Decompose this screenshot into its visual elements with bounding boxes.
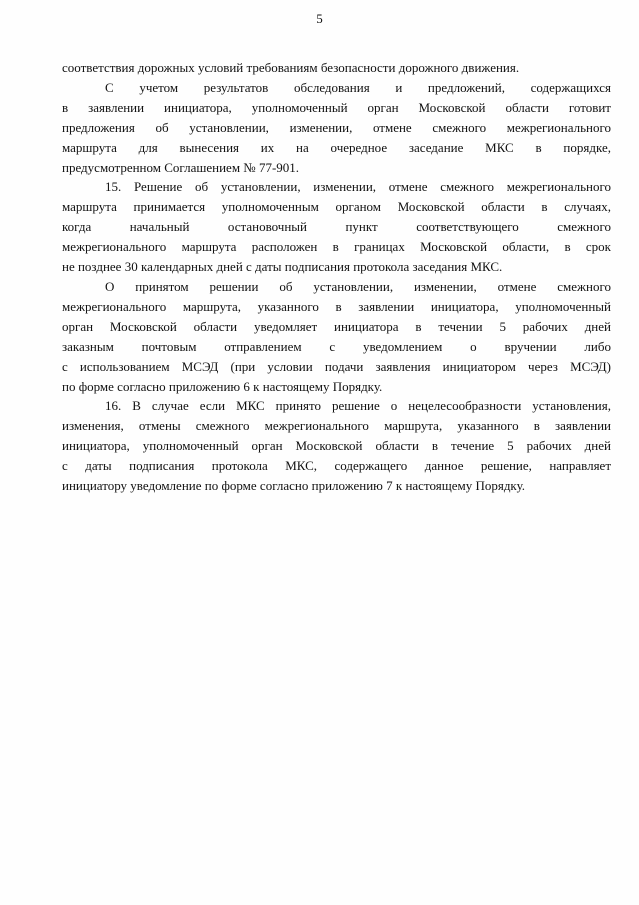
text-line: с даты подписания протокола МКС, содержащего данное решение, направляет	[62, 458, 611, 474]
document-body	[62, 58, 611, 496]
text-line: с использованием МСЭД (при условии подачи заявления инициатором через МСЭД)	[62, 358, 611, 374]
text-line: орган Московской области уведомляет инициатора в течении 5 рабочих дней	[62, 318, 611, 334]
text-line: 15. Решение об установлении, изменении, отмене смежного межрегионального	[105, 179, 611, 195]
text-line: предложения об установлении, изменении, отмене смежного межрегионального	[62, 119, 611, 135]
text-line: не позднее 30 календарных дней с даты подписания протокола заседания МКС.	[62, 259, 503, 275]
page-number: 5	[316, 11, 323, 26]
text-line: в заявлении инициатора, уполномоченный орган Московской области готовит	[62, 99, 611, 115]
text-line: когда начальный остановочный пункт соответствующего смежного	[62, 219, 611, 235]
text-line: маршрута принимается уполномоченным органом Московской области в случаях,	[62, 199, 611, 215]
text-line: 16. В случае если МКС принято решение о нецелесообразности установления,	[105, 398, 611, 414]
text-line: изменения, отмены смежного межрегионального маршрута, указанного в заявлении	[62, 418, 611, 434]
text-line: инициатору уведомление по форме согласно приложению 7 к настоящему Порядку.	[62, 478, 526, 494]
text-line: межрегионального маршрута, указанного в заявлении инициатора, уполномоченный	[62, 298, 611, 314]
text-line: заказным почтовым отправлением с уведомлением о вручении либо	[62, 338, 611, 354]
text-line: С учетом результатов обследования и предложений, содержащихся	[105, 79, 611, 95]
text-line: инициатора, уполномоченный орган Московской области в течение 5 рабочих дней	[62, 438, 611, 454]
text-line: межрегионального маршрута расположен в границах Московской области, в срок	[62, 239, 611, 255]
text-line: предусмотренном Соглашением № 77-901.	[62, 159, 300, 175]
text-line: О принятом решении об установлении, изменении, отмене смежного	[105, 278, 611, 294]
text-line: маршрута для вынесения их на очередное заседание МКС в порядке,	[62, 139, 611, 155]
text-line: по форме согласно приложению 6 к настоящему Порядку.	[62, 378, 383, 394]
text-line: соответствия дорожных условий требованиям безопасности дорожного движения.	[62, 60, 520, 75]
